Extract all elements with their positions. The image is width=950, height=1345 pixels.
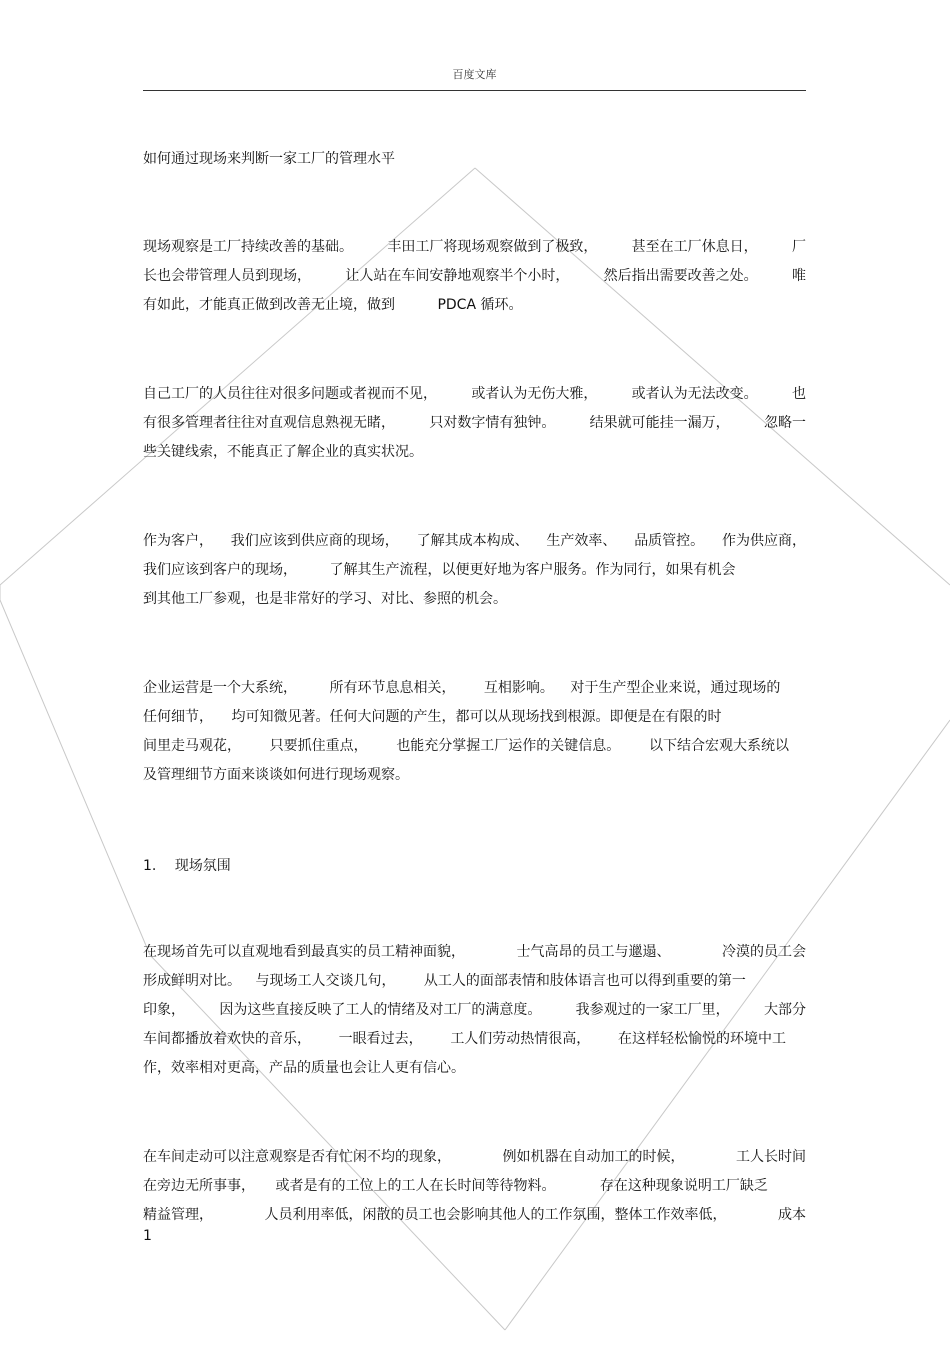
- text-line: [143, 585, 806, 614]
- text-line: [143, 233, 806, 262]
- text-segment: 品质管控。: [634, 533, 705, 549]
- text-line: [143, 732, 789, 761]
- text-line: [143, 409, 806, 438]
- text-segment: 生产效率、: [546, 533, 617, 549]
- text-segment: 所有环节息息相关，: [329, 680, 456, 696]
- text-segment: 自己工厂的人员往往对很多问题或者视而不见，: [143, 386, 437, 402]
- section-heading: [143, 855, 231, 875]
- text-segment: 一眼看过去，: [338, 1031, 423, 1047]
- text-segment: 丰田工厂将现场观察做到了极致，: [387, 239, 598, 255]
- text-segment: 让人站在车间安静地观察半个小时，: [345, 268, 570, 284]
- text-segment: 作为供应商，: [721, 533, 806, 549]
- text-segment: 冷漠的员工会: [722, 944, 806, 960]
- text-segment: 存在这种现象说明工厂缺乏: [599, 1178, 768, 1194]
- text-segment: 或者是有的工位上的工人在长时间等待物料。: [275, 1178, 556, 1194]
- text-segment: 我们应该到供应商的现场，: [230, 533, 399, 549]
- text-segment: 企业运营是一个大系统，: [143, 680, 297, 696]
- section-number: 1.: [143, 858, 157, 874]
- text-line: [143, 556, 806, 585]
- text-segment: 忽略一: [763, 415, 806, 431]
- paragraph-6: [143, 1143, 806, 1230]
- text-segment: 厂: [791, 239, 806, 255]
- text-segment: 现场观察是工厂持续改善的基础。: [143, 239, 353, 255]
- text-segment: 印象，: [143, 1002, 185, 1018]
- text-line: [143, 1201, 806, 1230]
- text-line: [143, 1054, 806, 1083]
- text-segment: 与现场工人交谈几句，: [255, 973, 396, 989]
- text-segment: 我们应该到客户的现场，: [143, 562, 297, 578]
- paragraph-4: [143, 674, 806, 790]
- text-segment: 也: [791, 386, 806, 402]
- text-line: [143, 527, 806, 556]
- text-segment: 因为这些直接反映了工人的情绪及对工厂的满意度。: [219, 1002, 542, 1018]
- paragraph-2: [143, 380, 806, 467]
- text-line: [143, 380, 806, 409]
- text-segment: 我参观过的一家工厂里，: [575, 1002, 730, 1018]
- section-title: 现场氛围: [174, 858, 231, 874]
- text-segment: 作，效率相对更高，产品的质量也会让人更有信心。: [143, 1060, 465, 1076]
- text-segment: 车间都播放着欢快的音乐，: [143, 1031, 311, 1047]
- text-segment: 工人长时间: [736, 1149, 806, 1165]
- text-segment: 大部分: [763, 1002, 806, 1018]
- text-segment: 了解其成本构成、: [416, 533, 529, 549]
- text-line: [143, 291, 806, 320]
- text-segment: 对于生产型企业来说，通过现场的: [570, 680, 781, 696]
- text-segment: 甚至在工厂休息日，: [631, 239, 758, 255]
- text-line: [143, 1143, 806, 1172]
- text-segment: 从工人的面部表情和肢体语言也可以得到重要的第一: [423, 973, 746, 989]
- text-line: [143, 703, 806, 732]
- page-number: 1: [143, 1228, 152, 1244]
- text-line: [143, 938, 806, 967]
- text-segment: 到其他工厂参观，也是非常好的学习、对比、参照的机会。: [143, 591, 507, 607]
- text-line: [143, 262, 806, 291]
- text-segment: 唯: [791, 268, 806, 284]
- text-segment: 在现场首先可以直观地看到最真实的员工精神面貌，: [143, 944, 465, 960]
- text-segment: 长也会带管理人员到现场，: [143, 268, 311, 284]
- text-segment: 作为客户，: [143, 533, 213, 549]
- text-line: [143, 967, 806, 996]
- text-segment: 互相影响。: [483, 680, 554, 696]
- text-segment: 些关键线索，不能真正了解企业的真实状况。: [143, 444, 423, 460]
- text-line: [143, 761, 806, 790]
- text-segment: 工人们劳动热情很高，: [450, 1031, 591, 1047]
- text-segment: 或者认为无法改变。: [631, 386, 758, 402]
- text-segment: 有很多管理者往往对直观信息熟视无睹，: [143, 415, 395, 431]
- document-title: 如何通过现场来判断一家工厂的管理水平: [143, 151, 395, 167]
- paragraph-5: [143, 938, 806, 1083]
- text-segment: 均可知微见著。任何大问题的产生，都可以从现场找到根源。即便是在有限的时: [231, 709, 722, 725]
- text-line: [143, 1172, 806, 1201]
- text-segment: 形成鲜明对比。: [143, 973, 241, 989]
- text-segment: 及管理细节方面来谈谈如何进行现场观察。: [143, 767, 409, 783]
- text-line: [143, 438, 806, 467]
- text-segment: 结果就可能挂一漏万，: [589, 415, 730, 431]
- text-segment: 士气高昂的员工与邋遢、: [516, 944, 671, 960]
- text-segment: 间里走马观花，: [143, 738, 241, 754]
- text-segment: 例如机器在自动加工的时候，: [502, 1149, 685, 1165]
- text-segment: 了解其生产流程，以便更好地为客户服务。作为同行，如果有机会: [329, 562, 736, 578]
- text-segment: 在旁边无所事事，: [143, 1178, 255, 1194]
- text-segment: 然后指出需要改善之处。: [603, 268, 758, 284]
- text-segment: 成本: [778, 1207, 806, 1223]
- text-segment: PDCA 循环。: [437, 297, 523, 313]
- paragraph-3: [143, 527, 806, 614]
- text-segment: 精益管理，: [143, 1207, 213, 1223]
- text-segment: 有如此，才能真正做到改善无止境，做到: [143, 297, 395, 313]
- text-segment: 在这样轻松愉悦的环境中工: [617, 1031, 786, 1047]
- text-segment: 任何细节，: [143, 709, 213, 725]
- text-segment: 只对数字情有独钟。: [429, 415, 556, 431]
- page-header: [143, 66, 806, 91]
- paragraph-1: [143, 233, 806, 320]
- text-segment: 只要抓住重点，: [269, 738, 368, 754]
- text-segment: 或者认为无伤大雅，: [471, 386, 598, 402]
- text-segment: 也能充分掌握工厂运作的关键信息。: [396, 738, 621, 754]
- text-line: [143, 1025, 786, 1054]
- text-segment: 在车间走动可以注意观察是否有忙闲不均的现象，: [143, 1149, 451, 1165]
- text-line: [143, 674, 806, 703]
- header-site-name: 百度文库: [452, 68, 497, 81]
- text-segment: 人员利用率低，闲散的员工也会影响其他人的工作氛围，整体工作效率低，: [264, 1207, 727, 1223]
- text-line: [143, 996, 806, 1025]
- text-segment: 以下结合宏观大系统以: [648, 738, 789, 754]
